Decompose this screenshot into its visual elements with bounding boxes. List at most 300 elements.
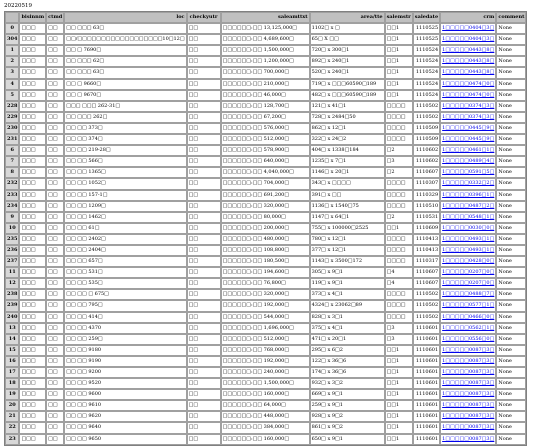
cell-salemstr: □4 — [385, 267, 413, 278]
cell-ctmd: □□ — [46, 101, 64, 112]
table-row — [5, 367, 526, 378]
cell-crm[interactable]: 1□□□□□0087□3□ — [440, 434, 496, 445]
cell-area: 828□ x 3□1 — [310, 312, 385, 323]
cell-checkyutr: □□ — [187, 312, 221, 323]
cell-area: 861□ x 9□2 — [310, 422, 385, 433]
cell-checkyutr: □□ — [187, 212, 221, 223]
cell-comment: None — [496, 56, 526, 67]
cell-saleamttxt: □□□□□□:□□ 700,000□ — [221, 67, 310, 78]
row-index: 23 — [5, 434, 19, 445]
cell-crm[interactable]: 1□□□□□0374□3□ — [440, 101, 496, 112]
cell-saleamttxt: □□□□□□:□□ 192,000□ — [221, 300, 310, 311]
cell-area: 471□ x 20□1 — [310, 334, 385, 345]
cell-saledate: 1110524 — [413, 56, 440, 67]
cell-checkyutr: □□ — [187, 34, 221, 45]
cell-comment: None — [496, 256, 526, 267]
cell-crm[interactable]: 1□□□□□0087□3□ — [440, 422, 496, 433]
cell-saleamttxt: □□□□□□:□□ 4,040,000□ — [221, 167, 310, 178]
cell-saleamttxt: □□□□□□:□□ 640,000□ — [221, 156, 310, 167]
cell-area: 780□ x 12□1 — [310, 234, 385, 245]
cell-comment: None — [496, 245, 526, 256]
cell-area: 305□ x 9□1 — [310, 267, 385, 278]
cell-saledate: 1110329 — [413, 190, 440, 201]
table-row — [5, 112, 526, 123]
cell-salemstr: □2 — [385, 167, 413, 178]
page-caption: 20220519 — [4, 3, 32, 9]
cell-checkyutr: □□ — [187, 245, 221, 256]
cell-salemstr: □□1 — [385, 90, 413, 101]
cell-comment: None — [496, 312, 526, 323]
cell-area: 755□ x 100000□2525 — [310, 223, 385, 234]
row-index: 4 — [5, 79, 19, 90]
cell-loc: □□ □□ 1209□ — [64, 201, 186, 212]
cell-crm[interactable]: 1□□□□□0489□4□ — [440, 156, 496, 167]
cell-bisinnm: □□□ — [19, 389, 46, 400]
table-row — [5, 256, 526, 267]
cell-checkyutr: □□ — [187, 134, 221, 145]
cell-loc: □□ □□□ 262□ — [64, 112, 186, 123]
cell-bisinnm: □□□ — [19, 201, 46, 212]
table-row — [5, 300, 526, 311]
cell-checkyutr: □□ — [187, 434, 221, 445]
cell-crm[interactable]: 1□□□□□0207□0□ — [440, 267, 496, 278]
cell-saledate: 1110601 — [413, 323, 440, 334]
cell-bisinnm: □□□ — [19, 67, 46, 78]
table-row — [5, 223, 526, 234]
cell-comment: None — [496, 300, 526, 311]
table-row — [5, 90, 526, 101]
table-row — [5, 178, 526, 189]
cell-saleamttxt: □□□□□□:□□ 544,000□ — [221, 312, 310, 323]
cell-salemstr: □3 — [385, 334, 413, 345]
cell-area: 375□ x 4□1 — [310, 323, 385, 334]
cell-ctmd: □□ — [46, 234, 64, 245]
cell-crm[interactable]: 1□□□□□0087□3□ — [440, 411, 496, 422]
cell-crm[interactable]: 1□□□□□0087□3□ — [440, 345, 496, 356]
cell-comment: None — [496, 400, 526, 411]
cell-crm[interactable]: 1□□□□□0591□5□ — [440, 167, 496, 178]
cell-salemstr: □□□□ — [385, 178, 413, 189]
cell-saleamttxt: □□□□□□:□□ 194,600□ — [221, 267, 310, 278]
cell-loc: □□ □ 7690□ — [64, 45, 186, 56]
cell-area: 520□ x 240□1 — [310, 67, 385, 78]
data-table — [4, 11, 527, 446]
cell-loc: □□/□□□□□□□□□□□□□□□□□□10□12□ — [64, 34, 186, 45]
cell-area: 932□ x 3□2 — [310, 378, 385, 389]
cell-crm[interactable]: 1□□□□□0087□3□ — [440, 389, 496, 400]
row-index: 20 — [5, 400, 19, 411]
row-index: 16 — [5, 356, 19, 367]
cell-comment: None — [496, 434, 526, 445]
cell-saledate: 1110524 — [413, 67, 440, 78]
cell-loc: □□ □□ 219-28□ — [64, 145, 186, 156]
cell-area: 295□ x 6□2 — [310, 345, 385, 356]
table-row — [5, 323, 526, 334]
cell-ctmd: □□ — [46, 201, 64, 212]
cell-crm[interactable]: 1□□□□□0404□3□ — [440, 34, 496, 45]
row-index: 236 — [5, 245, 19, 256]
cell-salemstr: □□1 — [385, 34, 413, 45]
cell-saledate: 1110502 — [413, 300, 440, 311]
cell-saledate: 1110502 — [413, 312, 440, 323]
cell-saleamttxt: □□□□□□:□□ 192,000□ — [221, 356, 310, 367]
table-row — [5, 134, 526, 145]
cell-crm[interactable]: 1□□□□□0443□8□ — [440, 45, 496, 56]
table-row — [5, 79, 526, 90]
row-index: 237 — [5, 256, 19, 267]
cell-crm[interactable]: 1□□□□□0443□8□ — [440, 56, 496, 67]
cell-bisinnm: □□□ — [19, 234, 46, 245]
cell-ctmd: □□ — [46, 178, 64, 189]
cell-salemstr: □□1 — [385, 422, 413, 433]
table-row — [5, 289, 526, 300]
cell-crm[interactable]: 1□□□□□0087□3□ — [440, 400, 496, 411]
cell-comment: None — [496, 234, 526, 245]
cell-crm[interactable]: 1□□□□□0332□2□ — [440, 178, 496, 189]
cell-ctmd: □□ — [46, 434, 64, 445]
cell-crm[interactable]: 1□□□□□0445□9□ — [440, 123, 496, 134]
cell-saleamttxt: □□□□□□:□□ 512,000□ — [221, 134, 310, 145]
cell-salemstr: □□□□ — [385, 201, 413, 212]
cell-crm[interactable]: 1□□□□□0487□2□ — [440, 201, 496, 212]
column-header-bisinnm[interactable]: bisinnm — [19, 12, 46, 23]
row-index: 234 — [5, 201, 19, 212]
cell-bisinnm: □□□ — [19, 278, 46, 289]
cell-ctmd: □□ — [46, 79, 64, 90]
cell-crm[interactable]: 1□□□□□0562□1□ — [440, 323, 496, 334]
cell-salemstr: □□□□ — [385, 245, 413, 256]
row-index: 235 — [5, 234, 19, 245]
cell-crm[interactable]: 1□□□□□0207□0□ — [440, 278, 496, 289]
cell-bisinnm: □□□ — [19, 312, 46, 323]
cell-loc: □□ □□ 9650 — [64, 434, 186, 445]
cell-salemstr: □□1 — [385, 411, 413, 422]
cell-area: 482□ x □□□60590□189 — [310, 90, 385, 101]
cell-area: 669□ x 9□1 — [310, 389, 385, 400]
cell-area: 928□ x 9□2 — [310, 411, 385, 422]
cell-bisinnm: □□□ — [19, 34, 46, 45]
cell-crm[interactable]: 1□□□□□0087□3□ — [440, 367, 496, 378]
cell-comment: None — [496, 323, 526, 334]
cell-crm[interactable]: 1□□□□□0493□1□ — [440, 234, 496, 245]
cell-saledate: 1110601 — [413, 400, 440, 411]
cell-ctmd: □□ — [46, 56, 64, 67]
cell-comment: None — [496, 345, 526, 356]
cell-saledate: 1110317 — [413, 256, 440, 267]
cell-area: 1235□ x 7□1 — [310, 156, 385, 167]
row-index: 22 — [5, 422, 19, 433]
row-index: 8 — [5, 167, 19, 178]
row-index: 14 — [5, 334, 19, 345]
cell-bisinnm: □□□ — [19, 178, 46, 189]
row-index: 1 — [5, 45, 19, 56]
cell-saleamttxt: □□□□□□:□□ 13,125,000□ — [221, 23, 310, 34]
column-header-saleamttxt[interactable]: saleamttxt — [221, 12, 310, 23]
cell-bisinnm: □□□ — [19, 245, 46, 256]
table-row — [5, 201, 526, 212]
cell-comment: None — [496, 422, 526, 433]
cell-saledate: 1110609 — [413, 223, 440, 234]
cell-checkyutr: □□ — [187, 178, 221, 189]
cell-saledate: 1110413 — [413, 234, 440, 245]
column-header-comment[interactable]: comment — [496, 12, 526, 23]
cell-bisinnm: □□□ — [19, 411, 46, 422]
cell-bisinnm: □□□ — [19, 123, 46, 134]
cell-bisinnm: □□□ — [19, 190, 46, 201]
table-row — [5, 356, 526, 367]
cell-checkyutr: □□ — [187, 190, 221, 201]
cell-comment: None — [496, 267, 526, 278]
cell-ctmd: □□ — [46, 300, 64, 311]
table-row — [5, 389, 526, 400]
row-index: 233 — [5, 190, 19, 201]
cell-crm[interactable]: 1□□□□□0396□1□ — [440, 190, 496, 201]
cell-saledate: 1110413 — [413, 245, 440, 256]
cell-crm[interactable]: 1□□□□□0493□1□ — [440, 245, 496, 256]
cell-saleamttxt: □□□□□□:□□ 1,696,000□ — [221, 323, 310, 334]
cell-comment: None — [496, 190, 526, 201]
cell-crm[interactable]: 1□□□□□0548□1□ — [440, 212, 496, 223]
cell-bisinnm: □□□ — [19, 56, 46, 67]
cell-crm[interactable]: 1□□□□□0087□3□ — [440, 356, 496, 367]
row-index: 7 — [5, 156, 19, 167]
column-header-ctmd[interactable]: ctmd — [46, 12, 64, 23]
cell-saleamttxt: □□□□□□:□□ 512,000□ — [221, 334, 310, 345]
cell-loc: □□ □□ 373□ — [64, 123, 186, 134]
cell-checkyutr: □□ — [187, 56, 221, 67]
cell-loc: □□ □□ 414□ — [64, 312, 186, 323]
cell-bisinnm: □□□ — [19, 289, 46, 300]
cell-ctmd: □□ — [46, 34, 64, 45]
cell-salemstr: □□□□ — [385, 312, 413, 323]
cell-loc: □□ □□ 535□ — [64, 278, 186, 289]
cell-checkyutr: □□ — [187, 123, 221, 134]
table-row — [5, 56, 526, 67]
table-row — [5, 101, 526, 112]
cell-comment: None — [496, 34, 526, 45]
cell-saleamttxt: □□□□□□:□□ 1,500,000□ — [221, 378, 310, 389]
cell-crm[interactable]: 1□□□□□0466□0□ — [440, 312, 496, 323]
cell-checkyutr: □□ — [187, 23, 221, 34]
cell-crm[interactable]: 1□□□□□0445□9□ — [440, 134, 496, 145]
cell-loc: □□ □□□ 62□ — [64, 56, 186, 67]
cell-ctmd: □□ — [46, 378, 64, 389]
cell-bisinnm: □□□ — [19, 334, 46, 345]
cell-crm[interactable]: 1□□□□□0577□1□ — [440, 300, 496, 311]
cell-salemstr: □□1 — [385, 56, 413, 67]
column-header-salemstr[interactable]: salemstr — [385, 12, 413, 23]
table-row — [5, 234, 526, 245]
column-header-saledate[interactable]: saledate — [413, 12, 440, 23]
cell-saledate: 1110601 — [413, 434, 440, 445]
cell-checkyutr: □□ — [187, 256, 221, 267]
table-row — [5, 45, 526, 56]
cell-area: 720□ x 300□1 — [310, 45, 385, 56]
row-index: 18 — [5, 378, 19, 389]
cell-salemstr: □3 — [385, 156, 413, 167]
cell-area: 650□ x 9□1 — [310, 434, 385, 445]
table-row — [5, 378, 526, 389]
cell-bisinnm: □□□ — [19, 212, 46, 223]
cell-bisinnm: □□□ — [19, 134, 46, 145]
cell-loc: □□ □□ 61□ — [64, 223, 186, 234]
cell-ctmd: □□ — [46, 45, 64, 56]
cell-area: 892□ x 240□1 — [310, 56, 385, 67]
cell-bisinnm: □□□ — [19, 167, 46, 178]
cell-loc: □□ □ 9670□ — [64, 90, 186, 101]
row-index: 19 — [5, 389, 19, 400]
cell-checkyutr: □□ — [187, 289, 221, 300]
cell-checkyutr: □□ — [187, 356, 221, 367]
cell-salemstr: □□1 — [385, 367, 413, 378]
cell-crm[interactable]: 1□□□□□0428□0□ — [440, 256, 496, 267]
cell-salemstr: □□1 — [385, 67, 413, 78]
cell-crm[interactable]: 1□□□□□0461□1□ — [440, 145, 496, 156]
cell-area: 343□ x □□□□ — [310, 178, 385, 189]
cell-ctmd: □□ — [46, 422, 64, 433]
cell-area: 728□ x 2484□50 — [310, 112, 385, 123]
cell-checkyutr: □□ — [187, 267, 221, 278]
cell-loc: □□ □□ 795□ — [64, 300, 186, 311]
cell-saledate: 1110531 — [413, 212, 440, 223]
row-index: 17 — [5, 367, 19, 378]
cell-bisinnm: □□□ — [19, 45, 46, 56]
cell-crm[interactable]: 1□□□□□0488□7□ — [440, 289, 496, 300]
cell-comment: None — [496, 67, 526, 78]
cell-saledate: 1110509 — [413, 123, 440, 134]
cell-ctmd: □□ — [46, 400, 64, 411]
cell-bisinnm: □□□ — [19, 145, 46, 156]
table-row — [5, 67, 526, 78]
cell-checkyutr: □□ — [187, 67, 221, 78]
cell-loc: □□ □□ 9610 — [64, 400, 186, 411]
column-header-crm[interactable]: crm — [440, 12, 496, 23]
cell-loc: □□ □□ 9600 — [64, 389, 186, 400]
cell-ctmd: □□ — [46, 190, 64, 201]
cell-loc: □□ □□□ 63□ — [64, 23, 186, 34]
row-index: 229 — [5, 112, 19, 123]
cell-salemstr: □2 — [385, 145, 413, 156]
cell-comment: None — [496, 212, 526, 223]
cell-salemstr: □□□□ — [385, 300, 413, 311]
cell-salemstr: □□□□ — [385, 123, 413, 134]
cell-loc: □□ □□ 1052□ — [64, 178, 186, 189]
column-header-loc[interactable]: loc — [64, 12, 186, 23]
cell-crm[interactable]: 1□□□□□0556□0□ — [440, 334, 496, 345]
cell-area: 174□ x 36□6 — [310, 367, 385, 378]
cell-area: 862□ x 12□1 — [310, 123, 385, 134]
cell-saledate: 1110524 — [413, 90, 440, 101]
cell-bisinnm: □□□ — [19, 367, 46, 378]
cell-saleamttxt: □□□□□□:□□ 128,700□ — [221, 101, 310, 112]
cell-crm[interactable]: 1□□□□□0030□0□ — [440, 223, 496, 234]
cell-saleamttxt: □□□□□□:□□ 320,000□ — [221, 289, 310, 300]
cell-loc: □□ □□ 157-1□ — [64, 190, 186, 201]
cell-saledate: 1110510 — [413, 201, 440, 212]
column-header-index[interactable] — [5, 12, 19, 23]
cell-loc: □□ □□ 531□ — [64, 267, 186, 278]
cell-checkyutr: □□ — [187, 300, 221, 311]
cell-checkyutr: □□ — [187, 201, 221, 212]
row-index: 239 — [5, 300, 19, 311]
cell-crm[interactable]: 1□□□□□0087□3□ — [440, 378, 496, 389]
cell-comment: None — [496, 223, 526, 234]
cell-saledate: 1110524 — [413, 45, 440, 56]
cell-checkyutr: □□ — [187, 112, 221, 123]
row-index: 0 — [5, 23, 19, 34]
cell-comment: None — [496, 167, 526, 178]
cell-saleamttxt: □□□□□□:□□ 1,500,000□ — [221, 45, 310, 56]
row-index: 231 — [5, 134, 19, 145]
cell-saleamttxt: □□□□□□:□□ 76,800□ — [221, 278, 310, 289]
cell-comment: None — [496, 334, 526, 345]
cell-saledate: 1110509 — [413, 134, 440, 145]
cell-crm[interactable]: 1□□□□□0443□8□ — [440, 67, 496, 78]
cell-crm[interactable]: 1□□□□□0404□3□ — [440, 23, 496, 34]
table-row — [5, 167, 526, 178]
cell-area: 4324□ x 23062□89 — [310, 300, 385, 311]
cell-area: 377□ x 12□1 — [310, 245, 385, 256]
cell-checkyutr: □□ — [187, 156, 221, 167]
row-index: 12 — [5, 278, 19, 289]
cell-area: 1146□ x 20□1 — [310, 167, 385, 178]
cell-saledate: 1110524 — [413, 79, 440, 90]
row-index: 238 — [5, 289, 19, 300]
column-header-checkyutr[interactable]: checkyutr — [187, 12, 221, 23]
cell-saleamttxt: □□□□□□:□□ 46,000□ — [221, 90, 310, 101]
cell-ctmd: □□ — [46, 245, 64, 256]
cell-area: 121□ x 41□1 — [310, 101, 385, 112]
cell-ctmd: □□ — [46, 289, 64, 300]
cell-loc: □□ □□ 374□ — [64, 134, 186, 145]
cell-bisinnm: □□□ — [19, 90, 46, 101]
cell-saledate: 1110601 — [413, 389, 440, 400]
cell-ctmd: □□ — [46, 312, 64, 323]
column-header-area[interactable]: area/tte — [310, 12, 385, 23]
cell-checkyutr: □□ — [187, 345, 221, 356]
cell-saledate: 1110607 — [413, 267, 440, 278]
table-row — [5, 400, 526, 411]
cell-crm[interactable]: 1□□□□□0474□0□ — [440, 90, 496, 101]
cell-salemstr: □□1 — [385, 345, 413, 356]
table-row — [5, 190, 526, 201]
cell-saleamttxt: □□□□□□:□□ 578,900□ — [221, 145, 310, 156]
cell-salemstr: □4 — [385, 278, 413, 289]
cell-saleamttxt: □□□□□□:□□ 200,000□ — [221, 223, 310, 234]
cell-saledate: 1110502 — [413, 101, 440, 112]
cell-bisinnm: □□□ — [19, 345, 46, 356]
cell-saledate: 1110601 — [413, 345, 440, 356]
cell-comment: None — [496, 90, 526, 101]
cell-loc: □□ □□ 259□ — [64, 334, 186, 345]
cell-loc: □□ □□ 9190 — [64, 356, 186, 367]
row-index: 240 — [5, 312, 19, 323]
cell-saledate: 1110307 — [413, 178, 440, 189]
cell-area: 391□ x □□ — [310, 190, 385, 201]
cell-ctmd: □□ — [46, 334, 64, 345]
cell-crm[interactable]: 1□□□□□0474□0□ — [440, 79, 496, 90]
cell-loc: □□ □□ 2402□ — [64, 234, 186, 245]
cell-bisinnm: □□□ — [19, 101, 46, 112]
cell-ctmd: □□ — [46, 411, 64, 422]
cell-ctmd: □□ — [46, 256, 64, 267]
cell-checkyutr: □□ — [187, 223, 221, 234]
cell-checkyutr: □□ — [187, 378, 221, 389]
row-index: 228 — [5, 101, 19, 112]
cell-crm[interactable]: 1□□□□□0374□3□ — [440, 112, 496, 123]
cell-ctmd: □□ — [46, 345, 64, 356]
cell-saledate: 1110602 — [413, 145, 440, 156]
